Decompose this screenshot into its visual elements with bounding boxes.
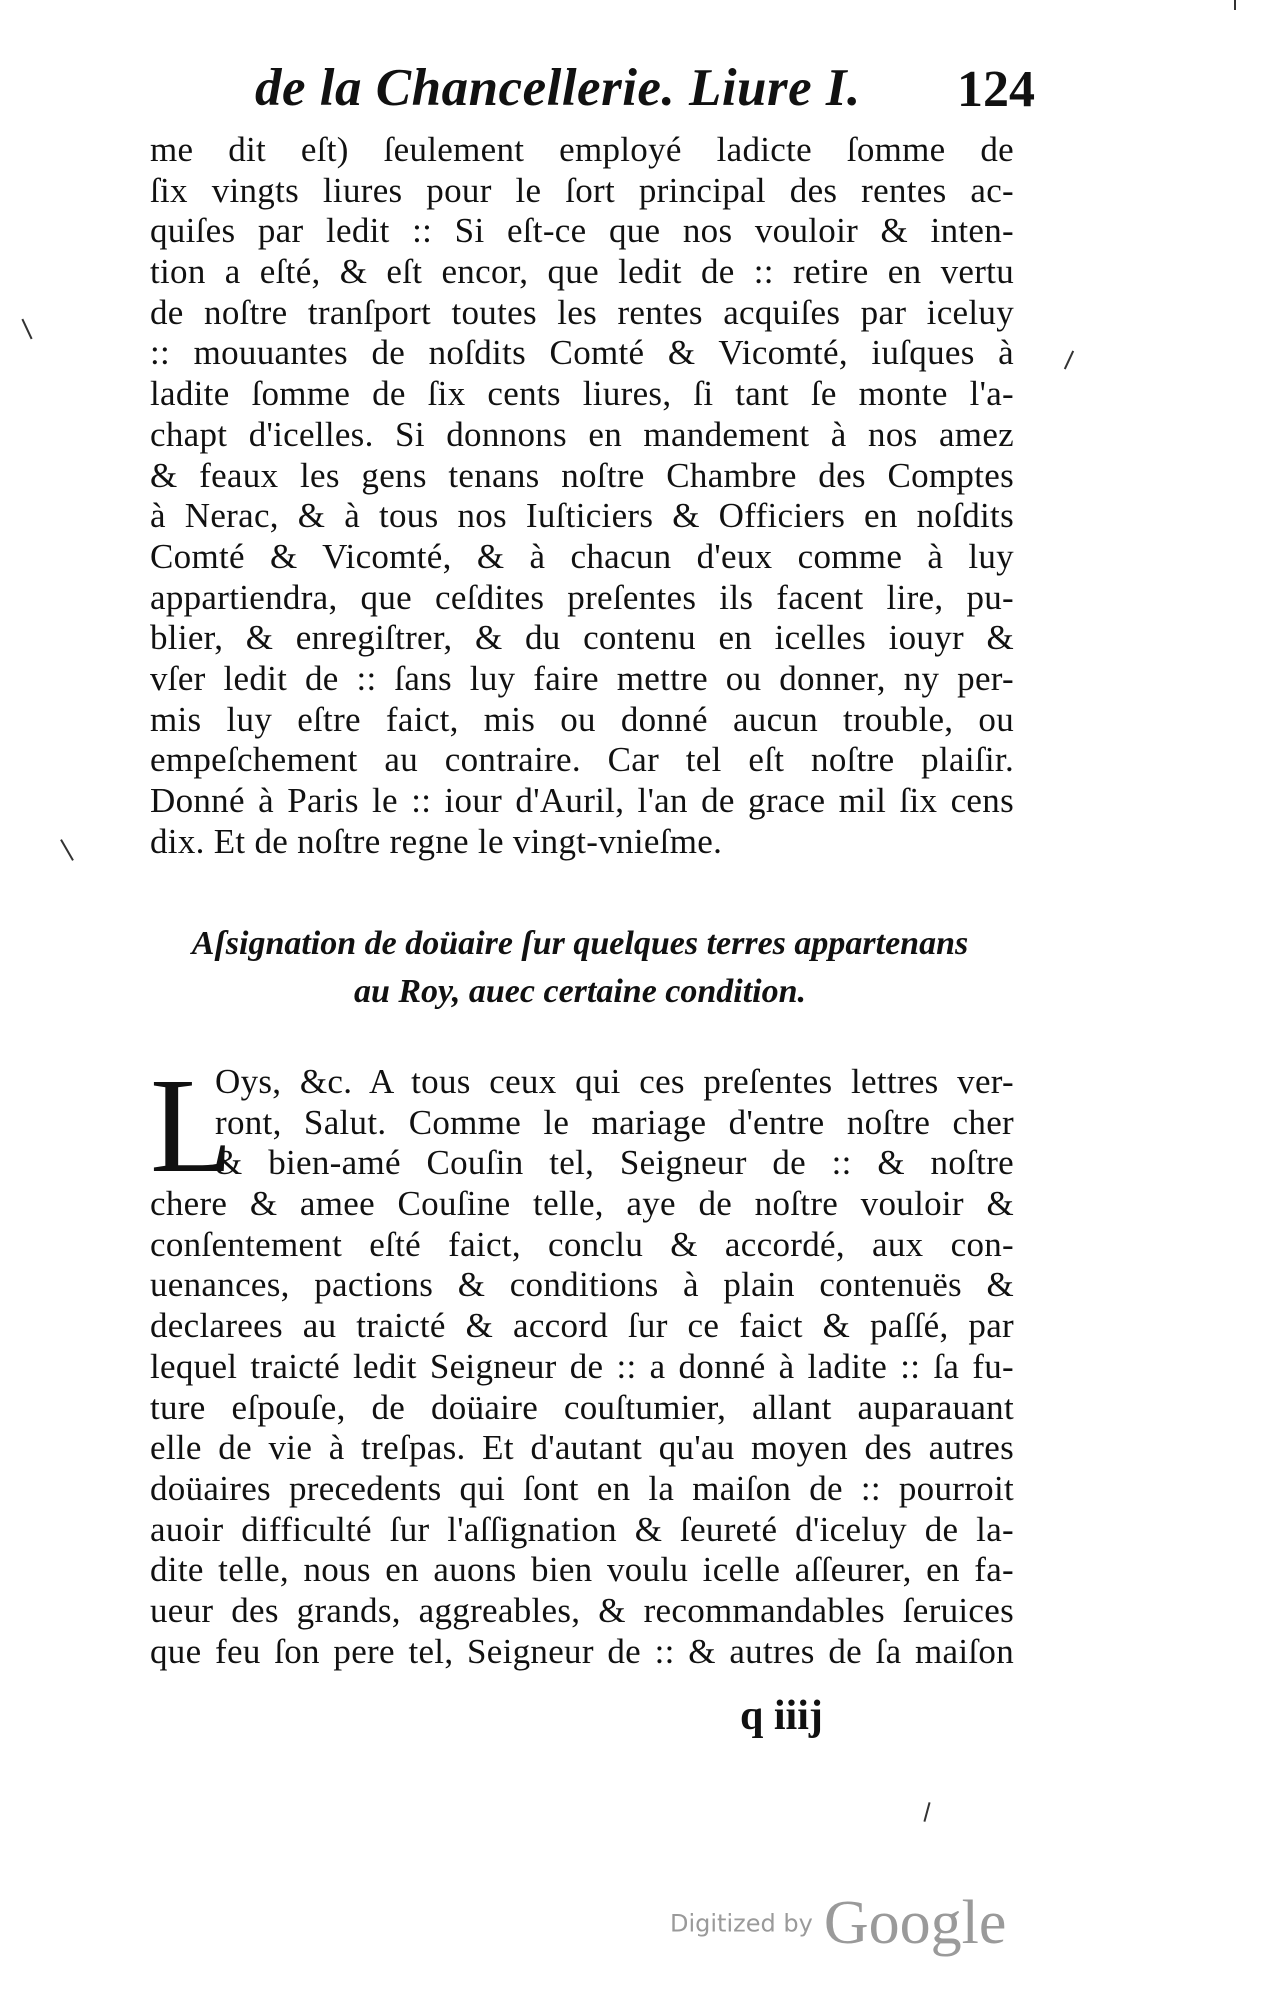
text-line: dite telle, nous en auons bien voulu icelle aſſeurer, en fa- xyxy=(150,1550,1014,1590)
text-line: & feaux les gens tenans noſtre Chambre des Comptes xyxy=(150,455,1014,495)
text-line: ueur des grands, aggreables, & recommandables ſeruices xyxy=(150,1590,1014,1630)
text-line: Donné à Paris le :: iour d'Auril, l'an de grace mil ſix cens xyxy=(150,781,1014,820)
google-logo: Google xyxy=(823,1889,1007,1957)
text-line: ladite ſomme de ſix cents liures, ſi tant ſe monte l'a- xyxy=(150,374,1014,414)
text-line: appartiendra, que ceſdites preſentes ils facent lire, pu- xyxy=(150,577,1014,617)
page-number: 124 xyxy=(957,61,1035,118)
text-line: declarees au traicté & accord ſur ce faict & paſſé, par xyxy=(150,1306,1014,1346)
drop-cap: L xyxy=(150,1051,234,1201)
text-line: à Nerac, & à tous nos Iuſticiers & Officiers en noſdits xyxy=(150,496,1014,536)
scan-mark xyxy=(60,839,74,861)
text-line: chere & amee Couſine telle, aye de noſtre vouloir & xyxy=(150,1184,1014,1224)
text-line: dix. Et de noſtre regne le vingt-vnieſme. xyxy=(150,821,723,861)
text-line: blier, & enregiſtrer, & du contenu en icelles iouyr & xyxy=(150,618,1014,658)
scan-mark xyxy=(1064,351,1074,370)
paragraph-continued xyxy=(150,130,1014,862)
scan-mark xyxy=(21,319,32,340)
scan-mark xyxy=(923,1802,930,1822)
text-line: ront, Salut. Comme le mariage d'entre noſtre cher xyxy=(215,1102,1014,1142)
paragraph-letters xyxy=(150,1051,1014,1672)
running-head xyxy=(255,58,1035,128)
text-line: mis luy eſtre faict, mis ou donné aucun trouble, ou xyxy=(150,699,1014,739)
text-line: ſix vingts liures pour le ſort principal des rentes ac- xyxy=(150,170,1014,210)
text-line: :: mouuantes de noſdits Comté & Vicomté, iuſques à xyxy=(150,333,1014,373)
signature-mark: q iiij xyxy=(740,1693,823,1739)
text-line: me dit eſt) ſeulement employé ladicte ſomme de xyxy=(150,130,1014,169)
section-heading xyxy=(140,920,1020,1016)
text-line: Comté & Vicomté, & à chacun d'eux comme à luy xyxy=(150,536,1014,576)
text-line: & bien-amé Couſin tel, Seigneur de :: & noſtre xyxy=(215,1143,1014,1183)
section-heading-line: au Roy, auec certaine condition. xyxy=(353,973,807,1010)
watermark-prefix: Digitized by xyxy=(670,1909,813,1938)
text-line: Oys, &c. A tous ceux qui ces preſentes lettres ver- xyxy=(215,1062,1014,1101)
text-line: chapt d'icelles. Si donnons en mandement à nos amez xyxy=(150,414,1014,454)
section-heading-line: Aſsignation de doüaire ſur quelques terres appartenans xyxy=(191,925,969,962)
text-line: tion a eſté, & eſt encor, que ledit de :: retire en vertu xyxy=(150,252,1014,292)
text-line: ture eſpouſe, de doüaire couſtumier, allant auparauant xyxy=(150,1387,1014,1427)
text-line: de noſtre tranſport toutes les rentes acquiſes par iceluy xyxy=(150,292,1014,332)
text-line: auoir difficulté ſur l'aſſignation & ſeureté d'iceluy de la- xyxy=(150,1509,1014,1549)
text-line: uenances, pactions & conditions à plain contenuës & xyxy=(150,1265,1014,1305)
running-head-title: de la Chancellerie. Liure I. xyxy=(255,59,861,117)
text-line: vſer ledit de :: ſans luy faire mettre ou donner, ny per- xyxy=(150,658,1014,698)
scan-mark xyxy=(1234,0,1236,10)
text-line: quiſes par ledit :: Si eſt-ce que nos vouloir & inten- xyxy=(150,211,1014,251)
text-line: empeſchement au contraire. Car tel eſt noſtre plaiſir. xyxy=(150,740,1014,780)
text-line: conſentement eſté faict, conclu & accordé, aux con- xyxy=(150,1224,1014,1264)
text-line: que feu ſon pere tel, Seigneur de :: & autres de ſa maiſon xyxy=(150,1631,1014,1671)
text-line: doüaires precedents qui ſont en la maiſon de :: pourroit xyxy=(150,1468,1014,1508)
digitized-watermark xyxy=(670,1888,1006,1959)
text-line: elle de vie à treſpas. Et d'autant qu'au moyen des autres xyxy=(150,1428,1014,1468)
text-line: lequel traicté ledit Seigneur de :: a donné à ladite :: ſa fu- xyxy=(150,1346,1014,1386)
